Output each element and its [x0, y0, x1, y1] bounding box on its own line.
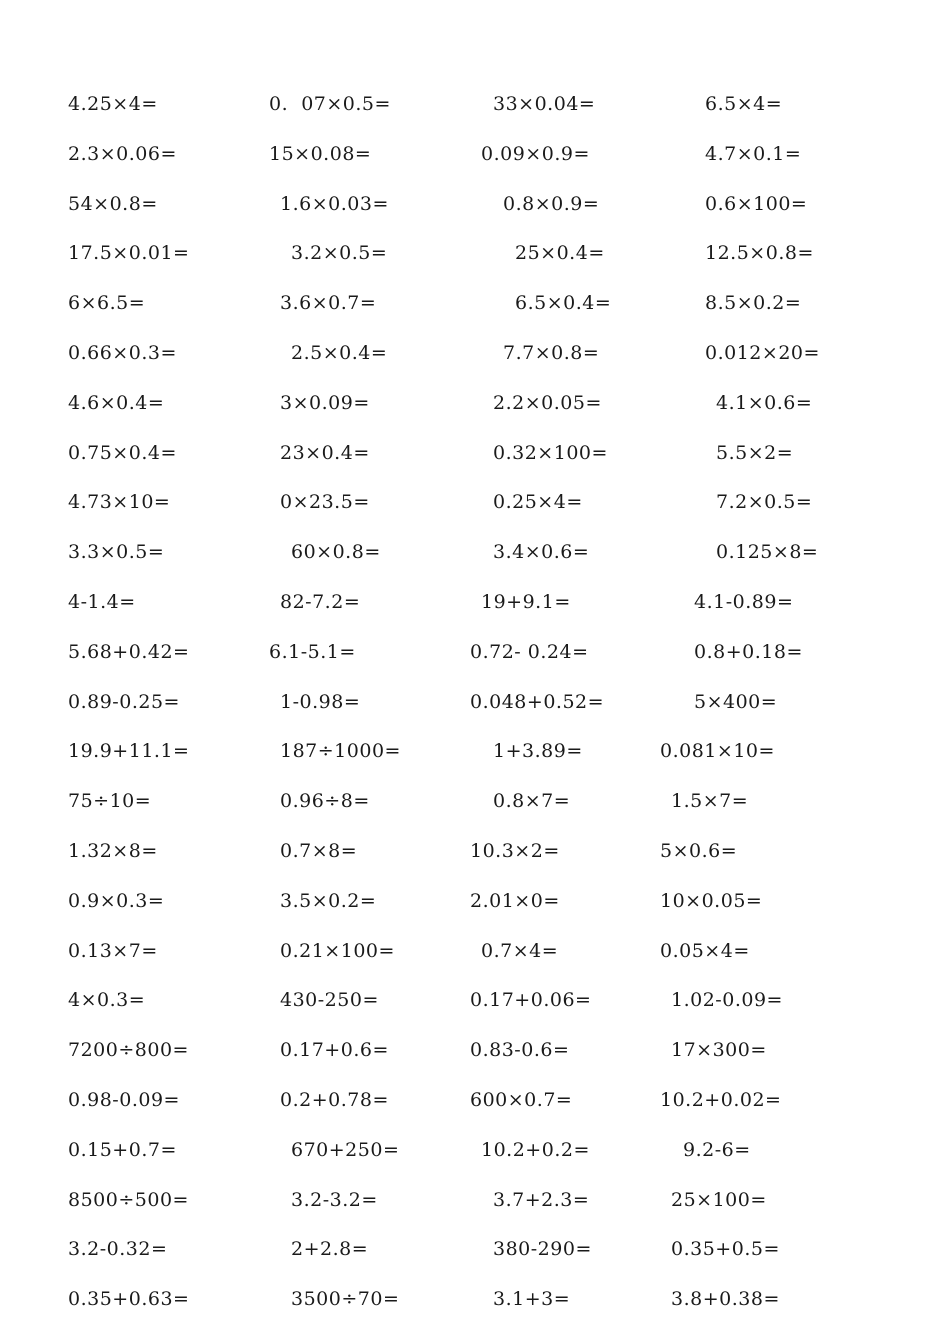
- problem-r9-c4: 7.2×0.5=: [716, 491, 813, 514]
- problem-r15-c4: 1.5×7=: [671, 790, 749, 813]
- problem-r17-c2: 3.5×0.2=: [280, 889, 377, 912]
- problem-r16-c2: 0.7×8=: [280, 840, 358, 862]
- problem-r2-c1: 2.3×0.06=: [68, 142, 177, 165]
- problem-r13-c1: 0.89-0.25=: [68, 690, 180, 713]
- problem-r1-c2: 0. 07×0.5=: [269, 93, 391, 115]
- problem-r14-c4: 0.081×10=: [660, 740, 775, 763]
- problem-r11-c3: 19+9.1=: [481, 591, 571, 613]
- problem-r7-c4: 4.1×0.6=: [716, 391, 813, 414]
- problem-r20-c1: 7200÷800=: [68, 1039, 189, 1062]
- problem-r1-c3: 33×0.04=: [493, 93, 596, 115]
- problem-r14-c3: 1+3.89=: [493, 740, 583, 763]
- problem-r6-c4: 0.012×20=: [705, 342, 820, 364]
- problem-r15-c2: 0.96÷8=: [280, 790, 370, 813]
- problem-r4-c2: 3.2×0.5=: [291, 242, 388, 265]
- problem-r16-c4: 5×0.6=: [660, 840, 738, 862]
- problem-r20-c3: 0.83-0.6=: [470, 1039, 570, 1062]
- problem-r25-c2: 3500÷70=: [291, 1288, 400, 1311]
- problem-r14-c1: 19.9+11.1=: [68, 740, 190, 763]
- problem-r19-c1: 4×0.3=: [68, 989, 146, 1012]
- problem-r3-c3: 0.8×0.9=: [503, 192, 600, 215]
- problem-r5-c3: 6.5×0.4=: [515, 292, 612, 315]
- problem-r6-c3: 7.7×0.8=: [503, 342, 600, 364]
- problem-r8-c2: 23×0.4=: [280, 441, 370, 464]
- problem-r18-c3: 0.7×4=: [481, 939, 559, 962]
- problem-r22-c2: 670+250=: [291, 1138, 400, 1161]
- problem-r11-c4: 4.1-0.89=: [694, 591, 794, 613]
- problem-r2-c4: 4.7×0.1=: [705, 142, 802, 165]
- problem-r2-c3: 0.09×0.9=: [481, 142, 590, 165]
- problem-r19-c3: 0.17+0.06=: [470, 989, 592, 1012]
- problem-r6-c1: 0.66×0.3=: [68, 342, 177, 364]
- problem-r16-c1: 1.32×8=: [68, 840, 158, 862]
- problem-r3-c2: 1.6×0.03=: [280, 192, 389, 215]
- problem-r10-c2: 60×0.8=: [291, 541, 381, 564]
- problem-r25-c3: 3.1+3=: [493, 1288, 571, 1311]
- problem-r22-c4: 9.2-6=: [683, 1138, 751, 1161]
- problem-r12-c1: 5.68+0.42=: [68, 640, 190, 663]
- problem-r20-c4: 17×300=: [671, 1039, 767, 1062]
- problem-r13-c2: 1-0.98=: [280, 690, 361, 713]
- problem-r23-c3: 3.7+2.3=: [493, 1188, 590, 1211]
- problem-r5-c2: 3.6×0.7=: [280, 292, 377, 315]
- problem-r21-c4: 10.2+0.02=: [660, 1089, 782, 1111]
- problem-r13-c4: 5×400=: [694, 690, 778, 713]
- problem-r19-c4: 1.02-0.09=: [671, 989, 783, 1012]
- problem-r12-c4: 0.8+0.18=: [694, 640, 803, 663]
- problem-r7-c1: 4.6×0.4=: [68, 391, 165, 414]
- problem-r10-c4: 0.125×8=: [716, 541, 819, 564]
- problem-r22-c1: 0.15+0.7=: [68, 1138, 177, 1161]
- problem-r4-c4: 12.5×0.8=: [705, 242, 814, 265]
- problem-r18-c4: 0.05×4=: [660, 939, 750, 962]
- problem-r22-c3: 10.2+0.2=: [481, 1138, 590, 1161]
- problem-r9-c2: 0×23.5=: [280, 491, 370, 514]
- problem-r17-c4: 10×0.05=: [660, 889, 763, 912]
- problem-r4-c3: 25×0.4=: [515, 242, 605, 265]
- problem-r5-c1: 6×6.5=: [68, 292, 146, 315]
- problem-r13-c3: 0.048+0.52=: [470, 690, 605, 713]
- problem-r1-c1: 4.25×4=: [68, 93, 158, 115]
- problem-r10-c1: 3.3×0.5=: [68, 541, 165, 564]
- problem-r7-c3: 2.2×0.05=: [493, 391, 602, 414]
- problem-r17-c1: 0.9×0.3=: [68, 889, 165, 912]
- problem-r11-c2: 82-7.2=: [280, 591, 361, 613]
- problem-r23-c4: 25×100=: [671, 1188, 767, 1211]
- problem-r24-c1: 3.2-0.32=: [68, 1238, 168, 1261]
- problem-r9-c3: 0.25×4=: [493, 491, 583, 514]
- problem-r21-c2: 0.2+0.78=: [280, 1089, 389, 1111]
- problem-r21-c1: 0.98-0.09=: [68, 1089, 180, 1111]
- problem-r1-c4: 6.5×4=: [705, 93, 783, 115]
- problem-r12-c2: 6.1-5.1=: [269, 640, 356, 663]
- problem-r16-c3: 10.3×2=: [470, 840, 560, 862]
- problem-r7-c2: 3×0.09=: [280, 391, 370, 414]
- problem-r2-c2: 15×0.08=: [269, 142, 372, 165]
- problem-r11-c1: 4-1.4=: [68, 591, 136, 613]
- problem-r24-c3: 380-290=: [493, 1238, 592, 1261]
- problem-r23-c1: 8500÷500=: [68, 1188, 189, 1211]
- problem-r9-c1: 4.73×10=: [68, 491, 171, 514]
- problem-r15-c3: 0.8×7=: [493, 790, 571, 813]
- problem-r14-c2: 187÷1000=: [280, 740, 401, 763]
- problem-r10-c3: 3.4×0.6=: [493, 541, 590, 564]
- problem-r3-c4: 0.6×100=: [705, 192, 808, 215]
- problem-r12-c3: 0.72- 0.24=: [470, 640, 589, 663]
- problem-r4-c1: 17.5×0.01=: [68, 242, 190, 265]
- problem-r3-c1: 54×0.8=: [68, 192, 158, 215]
- problem-r18-c1: 0.13×7=: [68, 939, 158, 962]
- problem-r6-c2: 2.5×0.4=: [291, 342, 388, 364]
- problem-r25-c4: 3.8+0.38=: [671, 1288, 780, 1311]
- problem-r8-c1: 0.75×0.4=: [68, 441, 177, 464]
- problem-r24-c2: 2+2.8=: [291, 1238, 369, 1261]
- problem-r15-c1: 75÷10=: [68, 790, 152, 813]
- problem-r5-c4: 8.5×0.2=: [705, 292, 802, 315]
- problem-r23-c2: 3.2-3.2=: [291, 1188, 378, 1211]
- problem-r8-c3: 0.32×100=: [493, 441, 608, 464]
- problem-r19-c2: 430-250=: [280, 989, 379, 1012]
- problem-r8-c4: 5.5×2=: [716, 441, 794, 464]
- problem-r21-c3: 600×0.7=: [470, 1089, 573, 1111]
- problem-r18-c2: 0.21×100=: [280, 939, 395, 962]
- problem-r24-c4: 0.35+0.5=: [671, 1238, 780, 1261]
- problem-r25-c1: 0.35+0.63=: [68, 1288, 190, 1311]
- problem-r17-c3: 2.01×0=: [470, 889, 560, 912]
- problem-r20-c2: 0.17+0.6=: [280, 1039, 389, 1062]
